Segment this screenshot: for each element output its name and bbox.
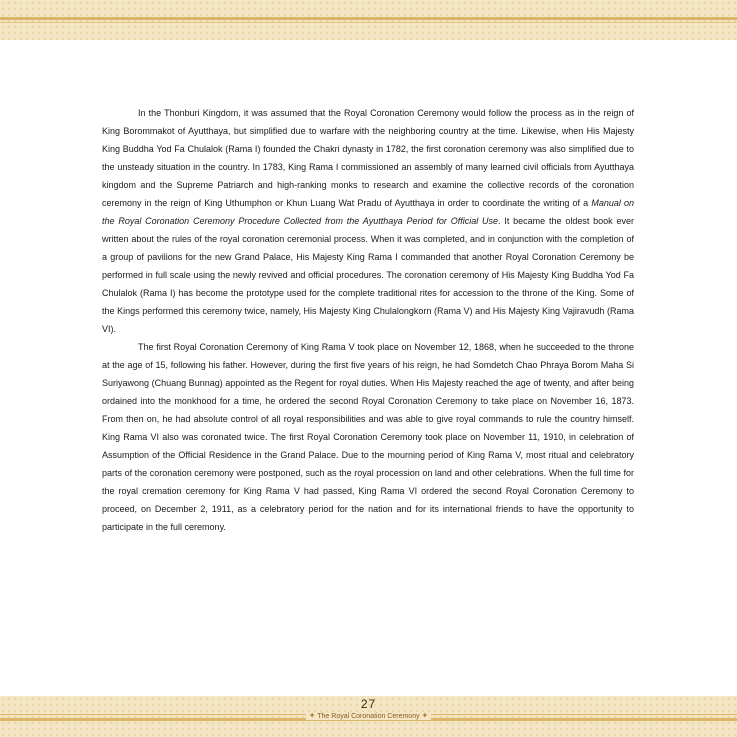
paragraph-1-text-cont: . It became the oldest book ever written about the rules of the royal coronation ceremonial process. When it was completed, and in conjunction with the completion of a group of pavilions for the new Grand Palace, His Majesty King Rama I commanded that another Royal Coronation Ceremony be performed in full scale using the newly revived and official procedures. The coronation ceremony of His Majesty King Buddha Yod Fa Chulalok (Rama I) has become the prototype used for the complete traditional rites for accession to the throne of the King. Some of the Kings performed this ceremony twice, namely, His Majesty King Chulalongkorn (Rama V) and His Majesty King Vajiravudh (Rama VI). <box>102 216 634 334</box>
top-border-thin-line <box>0 22 737 23</box>
star-ornament-icon: ✦ <box>308 711 316 720</box>
paragraph-2: The first Royal Coronation Ceremony of King Rama V took place on November 12, 1868, when he succeeded to the throne at the age of 15, following his father. However, during the first five years of his reign, he had Somdetch Chao Phraya Borom Maha Si Suriyawong (Chuang Bunnag) appointed as the Regent for royal duties. When His Majesty reached the age of twenty, and after being ordained into the monkhood for a time, he ordered the second Royal Coronation Ceremony to take place on November 16, 1873. From then on, he had absolute control of all royal responsibilities and was able to give royal commands to rule the country himself. King Rama VI also was coronated twice. The first Royal Coronation Ceremony took place on November 11, 1910, in celebration of Assumption of the Official Residence in the Grand Palace. Due to the mourning period of King Rama V, most ritual and celebratory parts of the coronation ceremony were postponed, such as the royal procession on land and other celebrations. When the full time for the royal cremation ceremony for King Rama V had passed, King Rama VI ordered the second Royal Coronation Ceremony to proceed, on December 2, 1911, as a celebratory period for the nation and for its international friends to have the opportunity to participate in the full ceremony. <box>102 342 634 532</box>
paragraph-1-text: In the Thonburi Kingdom, it was assumed that the Royal Coronation Ceremony would follow the process as in the reign of King Borommakot of Ayutthaya, but simplified due to warfare with the neighboring country at the time. Likewise, when His Majesty King Buddha Yod Fa Chulalok (Rama I) founded the Chakri dynasty in 1782, the first coronation ceremony was also simplified due to the unsteady situation in the country. In 1783, King Rama I commissioned an assembly of many learned civil officials from Ayutthaya kingdom and the Supreme Patriarch and high-ranking monks to research and examine the collective records of the coronation ceremony in the reign of King Uthumphon or Khun Luang Wat Pradu of Ayutthaya in order to coordinate the writing of a <box>102 108 634 208</box>
top-decorative-border <box>0 0 737 40</box>
page-number: 27 <box>360 697 377 711</box>
body-text <box>102 104 634 536</box>
top-border-line <box>0 17 737 20</box>
manual-title-italic: Manual on the Royal Coronation Ceremony Procedure Collected from the Ayutthaya Period for Official Use <box>102 198 634 226</box>
footer-title-text: The Royal Coronation Ceremony <box>317 713 420 720</box>
paragraph-1 <box>102 104 634 338</box>
star-ornament-icon: ✦ <box>421 711 429 720</box>
footer-running-title <box>0 710 737 723</box>
